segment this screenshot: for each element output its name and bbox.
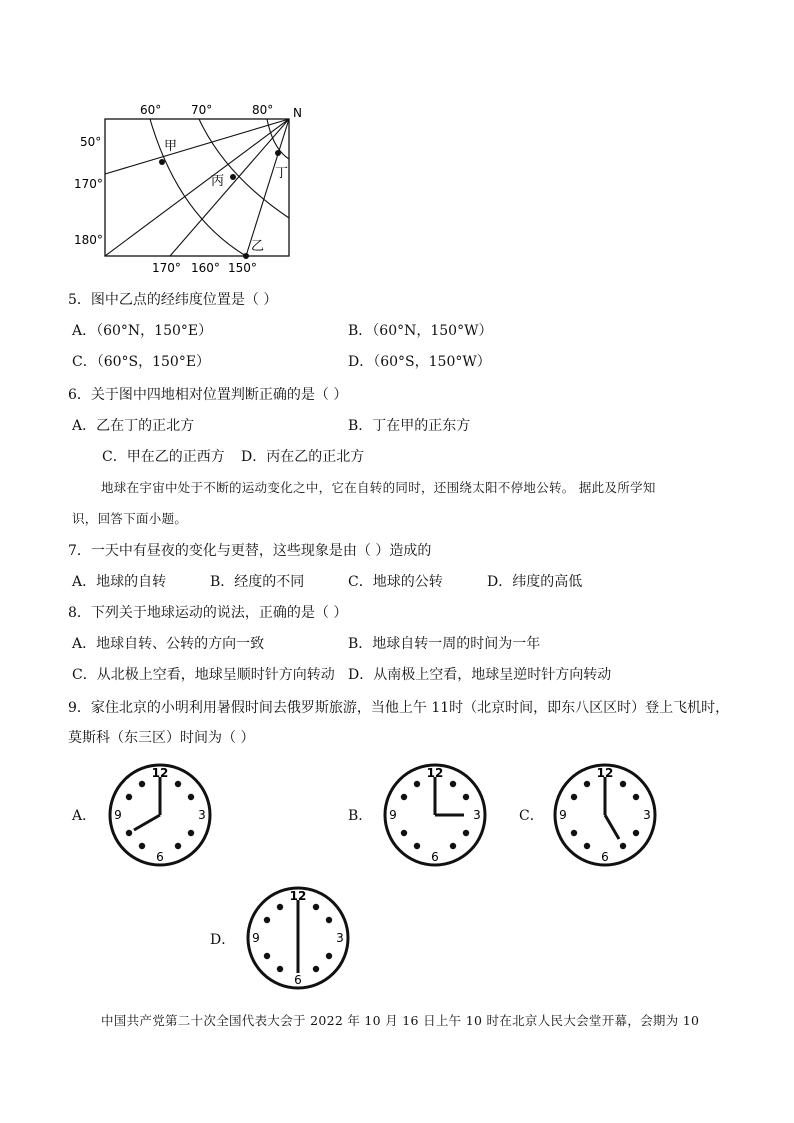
meridian-line [105, 119, 289, 256]
q5-option-c[interactable]: C．（60°S，150°E） [72, 354, 211, 370]
q7-stem: 7．一天中有昼夜的变化与更替，这些现象是由（ ）造成的 [68, 543, 432, 559]
q6-option-a[interactable]: A．乙在丁的正北方 [72, 418, 195, 434]
clock-number-3: 3 [473, 808, 481, 822]
point-yi [243, 253, 249, 259]
point-label-bing: 丙 [211, 174, 225, 189]
passage-earth-motion-line2: 识，回答下面小题。 [72, 511, 188, 526]
clock-number-9: 9 [252, 931, 260, 945]
clock-number-12: 12 [426, 766, 444, 780]
q7-option-a[interactable]: A．地球的自转 [72, 574, 167, 590]
clock-number-3: 3 [198, 808, 206, 822]
clock-number-3: 3 [336, 931, 344, 945]
clock-number-6: 6 [294, 973, 302, 987]
clock-number-3: 3 [643, 808, 651, 822]
lat-label-60: 60° [140, 103, 162, 117]
lon-label-left-50: 50° [80, 135, 102, 149]
clock-option-b[interactable] [382, 762, 488, 868]
clock-number-12: 12 [151, 766, 169, 780]
pole-label: N [293, 106, 302, 120]
clock-number-9: 9 [389, 808, 397, 822]
lon-label-bottom-150: 150° [228, 261, 257, 275]
lon-label-bottom-160: 160° [191, 261, 220, 275]
meridian-line [246, 119, 289, 256]
lon-label-left-180: 180° [74, 233, 103, 247]
q9-option-c-label[interactable]: C． [519, 808, 544, 824]
clock-number-9: 9 [114, 808, 122, 822]
clock-number-6: 6 [156, 850, 164, 864]
q6-option-c[interactable]: C．甲在乙的正西方 [102, 449, 225, 465]
point-bing [230, 174, 236, 180]
q6-option-d[interactable]: D．丙在乙的正北方 [241, 449, 365, 465]
q8-option-d[interactable]: D．从南极上空看，地球呈逆时针方向转动 [348, 667, 612, 683]
point-ding [275, 150, 281, 156]
q8-option-a[interactable]: A．地球自转、公转的方向一致 [72, 636, 265, 652]
point-label-yi: 乙 [251, 239, 265, 254]
hour-hand [605, 815, 619, 839]
point-label-ding: 丁 [275, 166, 289, 181]
clock-number-6: 6 [601, 850, 609, 864]
passage-congress-line1: 中国共产党第二十次全国代表大会于 2022 年 10 月 16 日上午 10 时在北京人民大会堂开幕，会期为 10 [101, 1013, 700, 1028]
q9-option-b-label[interactable]: B． [348, 808, 373, 824]
q6-stem: 6．关于图中四地相对位置判断正确的是（ ） [68, 387, 348, 403]
latitude-longitude-diagram [60, 95, 320, 285]
lon-label-bottom-170: 170° [152, 261, 181, 275]
hour-hand [134, 815, 160, 830]
q7-option-b[interactable]: B．经度的不同 [210, 574, 305, 590]
meridian-line [170, 119, 289, 256]
q5-option-a[interactable]: A．（60°N，150°E） [72, 323, 213, 339]
q5-option-b[interactable]: B．（60°N，150°W） [348, 323, 493, 339]
q8-option-c[interactable]: C．从北极上空看，地球呈顺时针方向转动 [72, 667, 335, 683]
meridian-line [105, 119, 289, 174]
q6-option-b[interactable]: B．丁在甲的正东方 [348, 418, 471, 434]
q9-option-d-label[interactable]: D． [210, 932, 236, 948]
q9-option-a-label[interactable]: A． [72, 808, 97, 824]
q7-option-c[interactable]: C．地球的公转 [348, 574, 443, 590]
passage-earth-motion-line1: 地球在宇宙中处于不断的运动变化之中，它在自转的同时，还围绕太阳不停地公转。 据此及所学知 [101, 480, 656, 495]
lat-label-70: 70° [191, 103, 213, 117]
clock-option-a[interactable] [107, 762, 213, 868]
q9-stem-line1: 9．家住北京的小明利用暑假时间去俄罗斯旅游，当他上午 11时（北京时间，即东八区区时）登上飞机时， [68, 700, 730, 716]
q5-option-d[interactable]: D．（60°S，150°W） [348, 354, 491, 370]
point-jia [159, 159, 165, 165]
clock-number-6: 6 [431, 850, 439, 864]
q8-stem: 8．下列关于地球运动的说法，正确的是（ ） [68, 605, 348, 621]
lat-label-80: 80° [252, 103, 274, 117]
q7-option-d[interactable]: D．纬度的高低 [487, 574, 583, 590]
lon-label-left-170: 170° [74, 177, 103, 191]
clock-number-12: 12 [289, 889, 307, 903]
q9-stem-line2: 莫斯科（东三区）时间为（ ） [68, 730, 255, 746]
clock-option-c[interactable] [552, 762, 658, 868]
q5-stem: 5．图中乙点的经纬度位置是（ ） [68, 292, 278, 308]
clock-number-9: 9 [559, 808, 567, 822]
q8-option-b[interactable]: B．地球自转一周的时间为一年 [348, 636, 541, 652]
clock-number-12: 12 [596, 766, 614, 780]
point-label-jia: 甲 [164, 139, 178, 154]
clock-option-d[interactable] [245, 885, 351, 991]
